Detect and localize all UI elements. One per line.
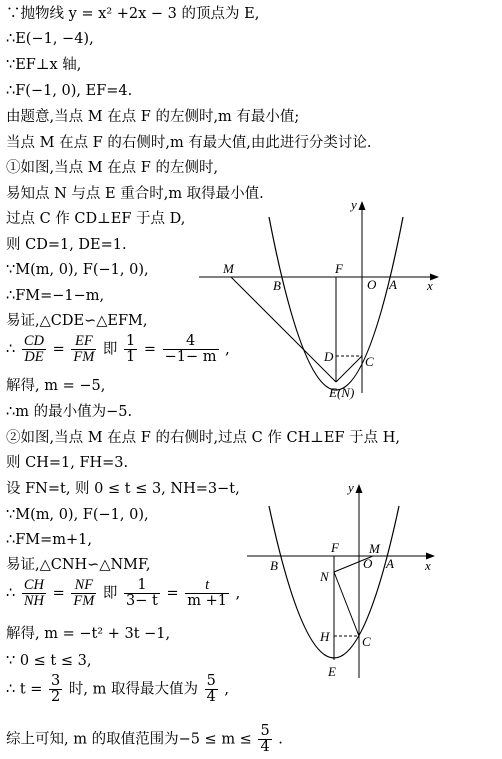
fraction: $\frac{t}{m +1}$	[187, 577, 227, 609]
label-x: x	[427, 278, 433, 293]
fraction: $\frac{1}{3- t}$	[126, 577, 158, 609]
figure-case2	[243, 478, 443, 683]
line-case2-mf: ∵M(m, 0), F(−1, 0),	[6, 507, 149, 523]
label-e: E	[328, 664, 336, 679]
fraction: $\frac{CH}{NH}$	[23, 577, 44, 609]
line-case1-cd-de: 则 CD=1, DE=1.	[6, 237, 127, 253]
line-analysis-max: 当点 M 在点 F 的右侧时,m 有最大值,由此进行分类讨论.	[6, 135, 372, 151]
label-a: A	[386, 556, 394, 571]
fraction: $\frac{3}{2}$	[51, 673, 61, 705]
ratio-equation-2: ∴ $\frac{CH}{NH}$ = $\frac{NF}{FM}$ 即 $\frac{1}{3- t}$ = $\frac{t}{m +1}$ ,	[6, 577, 241, 609]
line-case1-solve: 解得, m = −5,	[6, 378, 106, 394]
fraction: $\frac{5}{4}$	[260, 723, 270, 755]
segment-me	[231, 277, 336, 382]
line-ef-perp: ∵EF⊥x 轴,	[6, 57, 82, 73]
label-c: C	[365, 354, 374, 369]
label-h: H	[320, 629, 330, 644]
label-x: x	[425, 558, 431, 573]
line-analysis-min: 由题意,当点 M 在点 F 的左侧时,m 有最小值;	[6, 109, 300, 125]
label-f: F	[335, 261, 343, 276]
line-case2-title: ②如图,当点 M 在点 F 的右侧时,过点 C 作 CH⊥EF 于点 H,	[6, 430, 400, 446]
line-case2-fm: ∴FM=m+1,	[6, 532, 93, 548]
label-a: A	[389, 277, 397, 292]
fraction: $\frac{4}{-1- m}$	[164, 333, 217, 365]
line-case1-mf: ∵M(m, 0), F(−1, 0),	[6, 262, 149, 278]
line-case2-ch-fh: 则 CH=1, FH=3.	[6, 455, 129, 471]
line-case2-range: ∵ 0 ≤ t ≤ 3,	[6, 653, 92, 669]
line-case1-min: ∴m 的最小值为−5.	[6, 404, 133, 420]
label-m: M	[369, 541, 380, 556]
segment-ec	[336, 356, 362, 382]
ratio-equation-1: ∴ $\frac{CD}{DE}$ = $\frac{EF}{FM}$ 即 $\frac{1}{1}$ = $\frac{4}{-1- m}$ ,	[6, 333, 230, 365]
line-f-ef: ∴F(−1, 0), EF=4.	[6, 83, 133, 99]
line-case1-similar: 易证,△CDE∽△EFM,	[6, 313, 148, 329]
label-y: y	[351, 197, 357, 212]
label-c: C	[362, 634, 371, 649]
fraction: $\frac{EF}{FM}$	[73, 333, 95, 365]
line-vertex-given: ∵抛物线 y = x² +2x − 3 的顶点为 E,	[6, 6, 260, 22]
line-case1-title: ①如图,当点 M 在点 F 的左侧时,	[6, 160, 219, 176]
max-value-line: ∴ t = $\frac{3}{2}$ 时, m 取得最大值为 $\frac{5}{4}$ ,	[6, 673, 230, 705]
fraction: $\frac{NF}{FM}$	[73, 577, 95, 609]
figure-case1	[195, 195, 445, 400]
y-axis-arrow	[356, 484, 363, 493]
segment-nc	[334, 572, 359, 636]
y-axis-arrow	[359, 201, 366, 210]
fraction: $\frac{1}{1}$	[126, 333, 136, 365]
label-b: B	[273, 278, 281, 293]
label-o: O	[363, 556, 373, 571]
label-m: M	[223, 261, 234, 276]
label-f: F	[331, 540, 339, 555]
label-en: E(N)	[329, 385, 355, 400]
label-y: y	[348, 480, 354, 495]
line-case1-n-e: 易知点 N 与点 E 重合时,m 取得最小值.	[6, 186, 264, 202]
conclusion-line: 综上可知, m 的取值范围为−5 ≤ m ≤ $\frac{5}{4}$ .	[6, 723, 283, 755]
line-case2-fn: 设 FN=t, 则 0 ≤ t ≤ 3, NH=3−t,	[6, 481, 240, 497]
fraction: $\frac{5}{4}$	[206, 673, 216, 705]
line-vertex-e: ∴E(−1, −4),	[6, 31, 94, 47]
line-case2-solve: 解得, m = −t² + 3t −1,	[6, 626, 171, 642]
label-o: O	[367, 277, 377, 292]
line-case2-similar: 易证,△CNH∽△NMF,	[6, 557, 151, 573]
line-case1-cd: 过点 C 作 CD⊥EF 于点 D,	[6, 211, 186, 227]
label-b: B	[270, 558, 278, 573]
label-n: N	[320, 569, 329, 584]
line-case1-fm: ∴FM=−1−m,	[6, 288, 105, 304]
fraction: $\frac{CD}{DE}$	[23, 333, 44, 365]
label-d: D	[324, 349, 334, 364]
